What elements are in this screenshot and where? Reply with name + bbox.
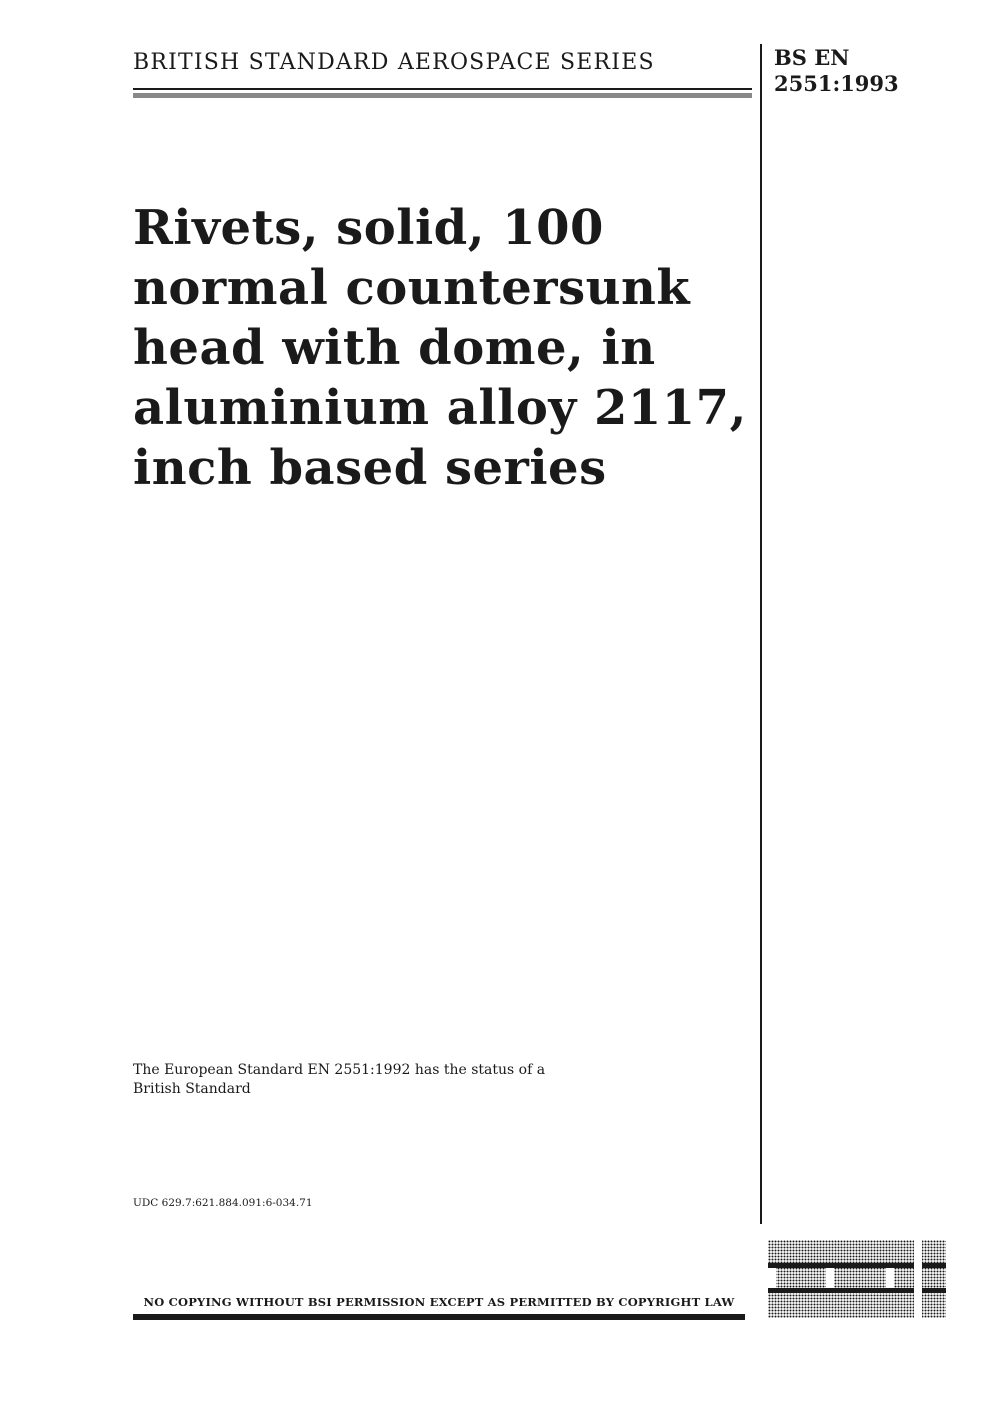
standard-number-line: 2551:1993 <box>774 71 899 96</box>
status-note-line: The European Standard EN 2551:1992 has the status of a <box>133 1062 546 1078</box>
header-rule-thin <box>133 88 752 90</box>
udc-classification: UDC 629.7:621.884.091:6-034.71 <box>133 1197 313 1209</box>
header-rule-thick <box>133 93 752 98</box>
document-title <box>133 198 747 498</box>
status-note <box>133 1061 545 1099</box>
series-heading: BRITISH STANDARD AEROSPACE SERIES <box>133 50 655 75</box>
title-line: aluminium alloy 2117, <box>133 380 747 436</box>
title-line: head with dome, in <box>133 320 656 376</box>
bsi-logo <box>768 1240 946 1318</box>
title-line: normal countersunk <box>133 260 691 316</box>
standard-number-line: BS EN <box>774 45 850 70</box>
vertical-divider <box>760 44 762 1224</box>
footer-rule <box>133 1314 745 1320</box>
status-note-line: British Standard <box>133 1081 251 1097</box>
title-line: Rivets, solid, 100 <box>133 200 604 256</box>
standard-number <box>774 45 899 97</box>
copyright-notice: NO COPYING WITHOUT BSI PERMISSION EXCEPT AS PERMITTED BY COPYRIGHT LAW <box>143 1295 735 1309</box>
title-line: inch based series <box>133 440 607 496</box>
